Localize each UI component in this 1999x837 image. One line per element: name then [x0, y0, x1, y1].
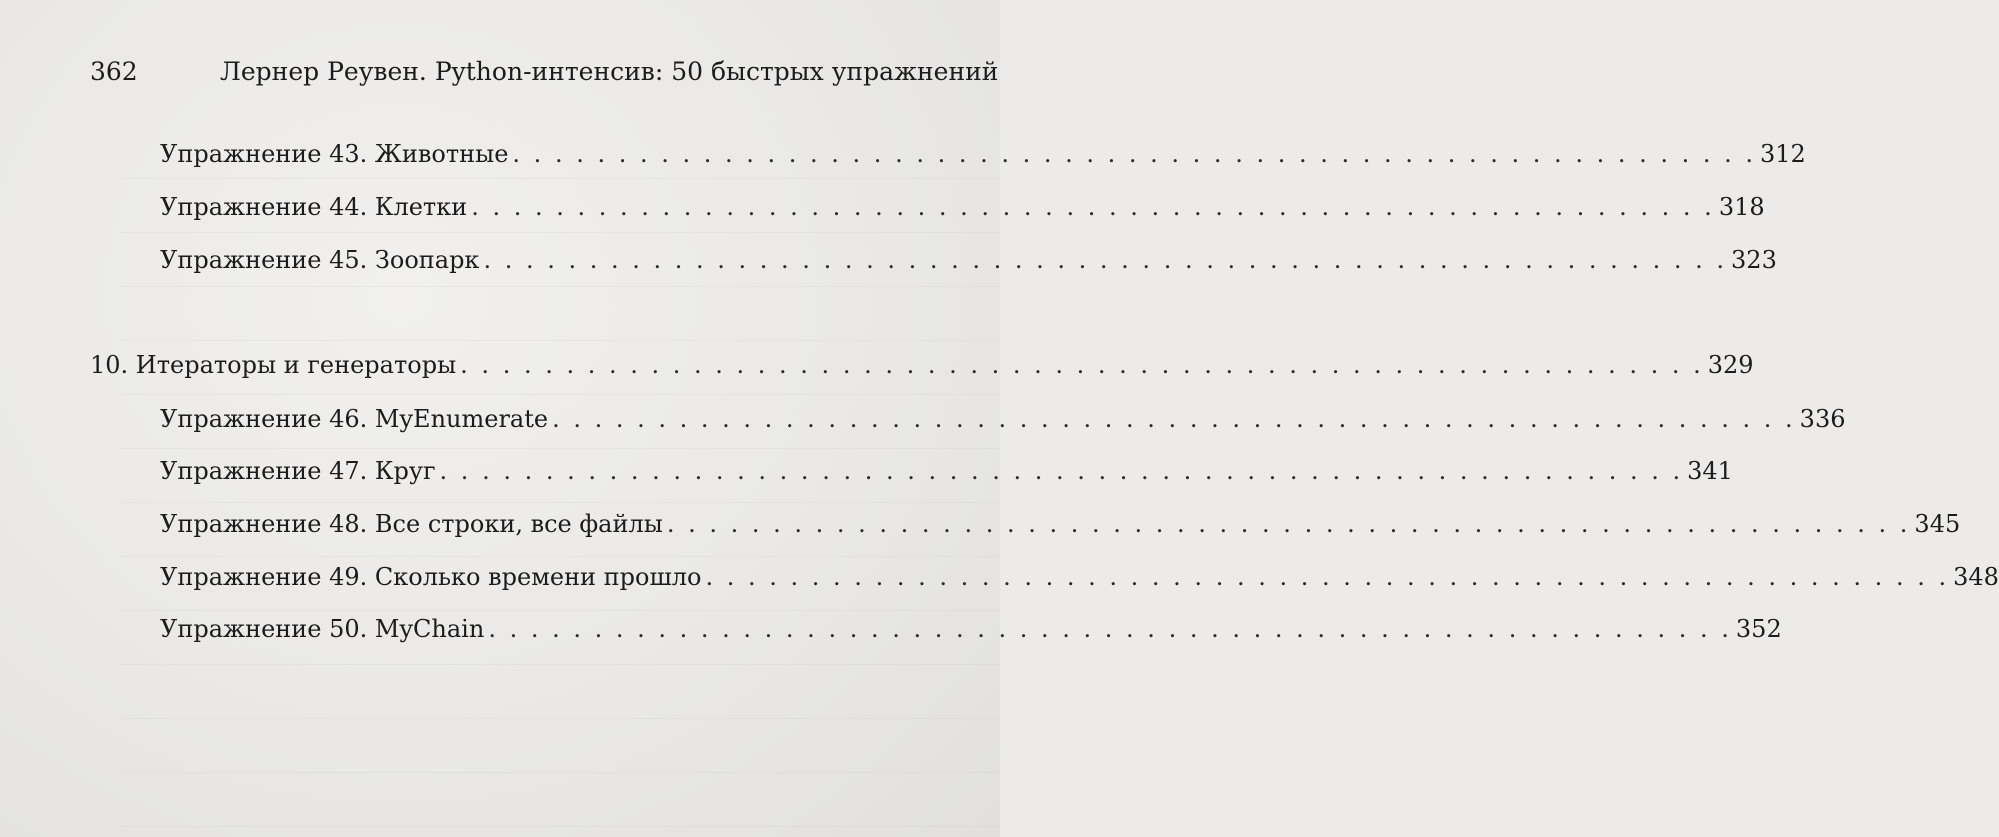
dot-leader: . . . . . . . . . . . . . . . . . . . . . . . . . . . . . . . . . . . . . . . . . . . . . . . . . . . . . . . . . . .: [439, 457, 1684, 485]
toc-entry-title: Упражнение 44. Клетки: [160, 193, 468, 221]
toc-entry-title: Упражнение 46. MyEnumerate: [160, 405, 549, 433]
toc-entry-title: Упражнение 43. Животные: [160, 140, 509, 168]
toc-entry-page: 345: [1914, 510, 1961, 538]
toc-entry: [160, 615, 1782, 655]
dot-leader: . . . . . . . . . . . . . . . . . . . . . . . . . . . . . . . . . . . . . . . . . . . . . . . . . . . . . . . . . . .: [512, 140, 1757, 168]
dot-leader: . . . . . . . . . . . . . . . . . . . . . . . . . . . . . . . . . . . . . . . . . . . . . . . . . . . . . . . . . . .: [666, 510, 1911, 538]
toc-entry-page: 323: [1731, 246, 1777, 274]
toc-entry: [160, 246, 1777, 286]
toc-entry: [160, 457, 1733, 497]
dot-leader: . . . . . . . . . . . . . . . . . . . . . . . . . . . . . . . . . . . . . . . . . . . . . . . . . . . . . . . . . . .: [705, 563, 1950, 591]
toc-entry: [160, 510, 1961, 550]
toc-entry-page: 329: [1707, 351, 1754, 379]
toc-entry-title: Упражнение 49. Сколько времени прошло: [160, 563, 702, 591]
toc-entry-title: Упражнение 50. MyChain: [160, 615, 485, 643]
toc-entry: [160, 140, 1806, 180]
toc-entry-title: Упражнение 47. Круг: [160, 457, 436, 485]
toc-entry-title: Упражнение 48. Все строки, все файлы: [160, 510, 663, 538]
toc-entry: [160, 563, 1999, 603]
dot-leader: . . . . . . . . . . . . . . . . . . . . . . . . . . . . . . . . . . . . . . . . . . . . . . . . . . . . . . . . . . .: [460, 351, 1704, 379]
toc-entry-page: 312: [1760, 140, 1806, 168]
toc-entry-page: 348: [1953, 563, 1999, 591]
toc-entry-page: 318: [1718, 193, 1765, 221]
toc-entry-title: Упражнение 45. Зоопарк: [160, 246, 480, 274]
toc-chapter-entry: [90, 351, 1754, 391]
dot-leader: . . . . . . . . . . . . . . . . . . . . . . . . . . . . . . . . . . . . . . . . . . . . . . . . . . . . . . . . . . .: [552, 405, 1796, 433]
toc-entry-page: 352: [1735, 615, 1782, 643]
dot-leader: . . . . . . . . . . . . . . . . . . . . . . . . . . . . . . . . . . . . . . . . . . . . . . . . . . . . . . . . . . .: [488, 615, 1732, 643]
toc-entry-page: 336: [1799, 405, 1846, 433]
page-number: 362: [90, 57, 138, 86]
toc-entry-title: 10. Итераторы и генераторы: [90, 351, 457, 379]
dot-leader: . . . . . . . . . . . . . . . . . . . . . . . . . . . . . . . . . . . . . . . . . . . . . . . . . . . . . . . . . . .: [483, 246, 1728, 274]
toc-entry: [160, 405, 1846, 445]
toc-entry: [160, 193, 1765, 233]
running-title: Лернер Реувен. Python-интенсив: 50 быстрых упражнений: [220, 57, 999, 86]
toc-entry-page: 341: [1687, 457, 1733, 485]
dot-leader: . . . . . . . . . . . . . . . . . . . . . . . . . . . . . . . . . . . . . . . . . . . . . . . . . . . . . . . . . . .: [471, 193, 1715, 221]
